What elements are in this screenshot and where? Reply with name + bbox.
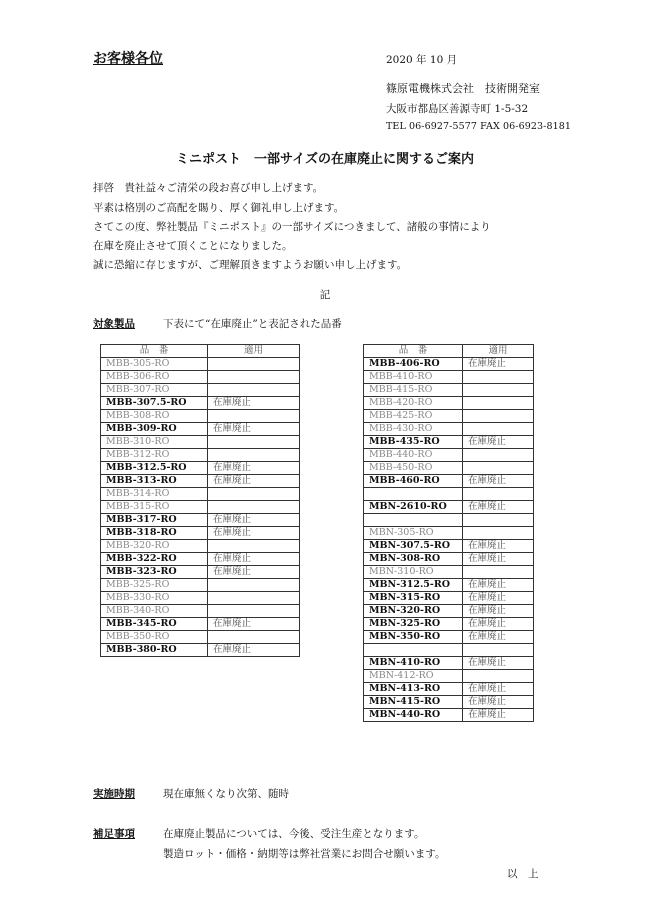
supplement-line-1: 在庫廃止製品については、今後、受注生産となります。	[163, 828, 425, 840]
status-cell: 在庫廃止	[208, 566, 300, 579]
table-row	[101, 462, 300, 475]
product-code-cell: MBN-307.5-RO	[364, 540, 463, 553]
table-row	[364, 579, 534, 592]
status-cell	[463, 670, 534, 683]
product-code-cell: MBB-325-RO	[101, 579, 208, 592]
product-code-cell: MBB-460-RO	[364, 475, 463, 488]
body-line: 誠に恐縮に存じますが、ご理解頂きますようお願い申し上げます。	[93, 259, 408, 271]
table-row	[101, 644, 300, 657]
table-row	[364, 462, 534, 475]
status-cell: 在庫廃止	[463, 657, 534, 670]
status-cell	[463, 410, 534, 423]
table-row	[101, 605, 300, 618]
product-code-cell: MBN-315-RO	[364, 592, 463, 605]
table-row	[364, 631, 534, 644]
product-code-cell: MBB-305-RO	[101, 358, 208, 371]
product-code-cell: MBB-309-RO	[101, 423, 208, 436]
table-row	[101, 514, 300, 527]
status-cell	[208, 501, 300, 514]
table-header-row	[101, 345, 300, 358]
table-row	[101, 436, 300, 449]
status-cell: 在庫廃止	[208, 514, 300, 527]
product-code-cell: MBB-307.5-RO	[101, 397, 208, 410]
salutation: お客様各位	[93, 51, 163, 67]
product-code-cell: MBN-413-RO	[364, 683, 463, 696]
body-line: 平素は格別のご高配を賜り、厚く御礼申し上げます。	[93, 202, 345, 214]
product-code-cell: MBB-323-RO	[101, 566, 208, 579]
company-tel-fax: TEL 06-6927-5577 FAX 06-6923-8181	[386, 121, 572, 132]
table-row	[364, 514, 534, 527]
product-code-cell: MBB-380-RO	[101, 644, 208, 657]
table-row	[101, 501, 300, 514]
status-cell	[208, 371, 300, 384]
product-code-cell: MBN-310-RO	[364, 566, 463, 579]
status-cell: 在庫廃止	[208, 462, 300, 475]
status-cell	[208, 605, 300, 618]
table-row	[364, 397, 534, 410]
supplement-label: 補足事項	[93, 828, 135, 840]
table-row	[364, 475, 534, 488]
status-cell	[208, 488, 300, 501]
table-header-row	[364, 345, 534, 358]
product-code-cell: MBB-410-RO	[364, 371, 463, 384]
status-cell	[463, 423, 534, 436]
product-code-cell: MBN-305-RO	[364, 527, 463, 540]
table-row	[101, 449, 300, 462]
table-row	[364, 592, 534, 605]
product-code-cell: MBB-425-RO	[364, 410, 463, 423]
status-cell	[463, 462, 534, 475]
table-row	[101, 579, 300, 592]
status-cell	[208, 358, 300, 371]
status-cell: 在庫廃止	[463, 683, 534, 696]
status-cell	[463, 488, 534, 501]
table-row	[364, 501, 534, 514]
status-cell: 在庫廃止	[463, 605, 534, 618]
company-address: 大阪市都島区善源寺町 1-5-32	[386, 103, 529, 115]
table-row	[364, 644, 534, 657]
status-cell	[463, 397, 534, 410]
table-row	[364, 410, 534, 423]
company-name: 篠原電機株式会社 技術開発室	[386, 82, 540, 95]
table-row	[101, 423, 300, 436]
table-row	[101, 553, 300, 566]
table-row	[364, 423, 534, 436]
product-code-cell	[364, 488, 463, 501]
ki-heading: 記	[319, 289, 331, 301]
table-row	[364, 696, 534, 709]
table-row	[101, 371, 300, 384]
table-row	[364, 683, 534, 696]
status-cell: 在庫廃止	[208, 397, 300, 410]
status-cell: 在庫廃止	[463, 475, 534, 488]
product-table-left	[100, 344, 300, 657]
document-date: 2020 年 10 月	[386, 54, 458, 66]
table-row	[364, 527, 534, 540]
product-code-cell: MBN-2610-RO	[364, 501, 463, 514]
timing-text: 現在庫無くなり次第、随時	[163, 788, 289, 800]
status-cell	[463, 514, 534, 527]
product-code-cell: MBB-310-RO	[101, 436, 208, 449]
table-row	[364, 605, 534, 618]
status-cell: 在庫廃止	[463, 553, 534, 566]
status-cell	[208, 540, 300, 553]
product-code-cell: MBB-430-RO	[364, 423, 463, 436]
table-row	[101, 527, 300, 540]
status-cell: 在庫廃止	[208, 475, 300, 488]
product-code-cell: MBB-406-RO	[364, 358, 463, 371]
product-code-cell: MBB-420-RO	[364, 397, 463, 410]
table-row	[101, 488, 300, 501]
product-code-cell: MBB-440-RO	[364, 449, 463, 462]
product-code-cell: MBB-314-RO	[101, 488, 208, 501]
status-cell: 在庫廃止	[463, 696, 534, 709]
table-row	[101, 397, 300, 410]
product-code-cell: MBN-320-RO	[364, 605, 463, 618]
product-code-cell: MBB-322-RO	[101, 553, 208, 566]
status-cell: 在庫廃止	[463, 631, 534, 644]
product-code-cell: MBB-307-RO	[101, 384, 208, 397]
status-cell	[208, 449, 300, 462]
body-line: 在庫を廃止させて頂くことになりました。	[93, 240, 293, 252]
table-row	[364, 358, 534, 371]
status-cell	[463, 566, 534, 579]
status-cell	[463, 449, 534, 462]
supplement-line-2: 製造ロット・価格・納期等は弊社営業にお問合せ願います。	[163, 848, 446, 860]
status-cell	[463, 644, 534, 657]
target-label: 対象製品	[93, 318, 135, 330]
status-cell: 在庫廃止	[208, 618, 300, 631]
status-cell	[463, 527, 534, 540]
status-cell: 在庫廃止	[463, 501, 534, 514]
product-code-cell: MBN-308-RO	[364, 553, 463, 566]
column-header-status: 適用	[463, 345, 534, 358]
status-cell: 在庫廃止	[463, 436, 534, 449]
status-cell: 在庫廃止	[208, 527, 300, 540]
product-code-cell: MBB-450-RO	[364, 462, 463, 475]
table-row	[101, 566, 300, 579]
product-code-cell: MBB-312-RO	[101, 449, 208, 462]
product-code-cell: MBB-313-RO	[101, 475, 208, 488]
table-row	[101, 631, 300, 644]
table-row	[364, 371, 534, 384]
table-row	[364, 449, 534, 462]
status-cell: 在庫廃止	[208, 553, 300, 566]
product-code-cell: MBB-312.5-RO	[101, 462, 208, 475]
table-row	[364, 436, 534, 449]
status-cell: 在庫廃止	[463, 618, 534, 631]
product-code-cell: MBN-312.5-RO	[364, 579, 463, 592]
table-row	[364, 657, 534, 670]
status-cell: 在庫廃止	[463, 579, 534, 592]
status-cell: 在庫廃止	[463, 592, 534, 605]
product-code-cell: MBB-350-RO	[101, 631, 208, 644]
product-code-cell: MBN-440-RO	[364, 709, 463, 722]
product-code-cell	[364, 514, 463, 527]
product-code-cell: MBB-340-RO	[101, 605, 208, 618]
product-code-cell: MBB-330-RO	[101, 592, 208, 605]
table-row	[364, 553, 534, 566]
product-code-cell: MBN-325-RO	[364, 618, 463, 631]
table-row	[364, 540, 534, 553]
column-header-status: 適用	[208, 345, 300, 358]
product-code-cell: MBB-320-RO	[101, 540, 208, 553]
product-code-cell: MBB-306-RO	[101, 371, 208, 384]
body-line: さてこの度、弊社製品『ミニポスト』の一部サイズにつきまして、諸般の事情により	[93, 221, 491, 233]
product-code-cell: MBN-412-RO	[364, 670, 463, 683]
product-code-cell: MBN-415-RO	[364, 696, 463, 709]
product-code-cell: MBN-350-RO	[364, 631, 463, 644]
table-row	[101, 475, 300, 488]
status-cell	[208, 384, 300, 397]
column-header-code: 品 番	[364, 345, 463, 358]
table-row	[364, 709, 534, 722]
table-row	[101, 358, 300, 371]
product-code-cell	[364, 644, 463, 657]
closing-mark: 以 上	[507, 868, 539, 880]
status-cell	[208, 579, 300, 592]
body-line: 拝啓 貴社益々ご清栄の段お喜び申し上げます。	[93, 182, 324, 194]
product-code-cell: MBB-415-RO	[364, 384, 463, 397]
table-row	[364, 488, 534, 501]
table-row	[101, 618, 300, 631]
status-cell	[208, 592, 300, 605]
product-code-cell: MBB-308-RO	[101, 410, 208, 423]
status-cell: 在庫廃止	[463, 709, 534, 722]
table-row	[364, 670, 534, 683]
status-cell	[463, 371, 534, 384]
product-code-cell: MBB-345-RO	[101, 618, 208, 631]
document-title: ミニポスト 一部サイズの在庫廃止に関するご案内	[176, 152, 474, 167]
product-code-cell: MBB-315-RO	[101, 501, 208, 514]
timing-label: 実施時期	[93, 788, 135, 800]
table-row	[364, 384, 534, 397]
table-row	[101, 540, 300, 553]
status-cell: 在庫廃止	[463, 540, 534, 553]
table-row	[101, 384, 300, 397]
status-cell: 在庫廃止	[463, 358, 534, 371]
status-cell	[208, 631, 300, 644]
product-code-cell: MBN-410-RO	[364, 657, 463, 670]
product-code-cell: MBB-318-RO	[101, 527, 208, 540]
product-code-cell: MBB-435-RO	[364, 436, 463, 449]
target-text: 下表にて“在庫廃止”と表記された品番	[163, 318, 342, 330]
product-code-cell: MBB-317-RO	[101, 514, 208, 527]
table-row	[101, 410, 300, 423]
status-cell	[208, 436, 300, 449]
status-cell: 在庫廃止	[208, 423, 300, 436]
table-row	[364, 566, 534, 579]
table-row	[101, 592, 300, 605]
column-header-code: 品 番	[101, 345, 208, 358]
status-cell	[208, 410, 300, 423]
table-row	[364, 618, 534, 631]
status-cell: 在庫廃止	[208, 644, 300, 657]
product-table-right	[363, 344, 534, 722]
status-cell	[463, 384, 534, 397]
